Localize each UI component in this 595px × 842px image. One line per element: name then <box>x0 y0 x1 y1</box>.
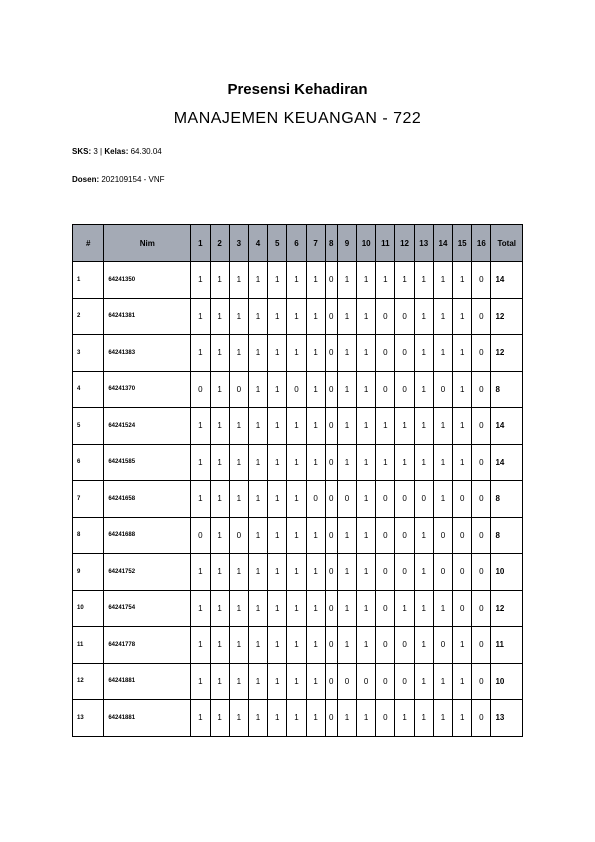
attendance-cell: 1 <box>229 481 248 518</box>
student-nim: 64241778 <box>104 627 191 664</box>
attendance-total: 8 <box>491 371 523 408</box>
attendance-cell: 1 <box>395 590 414 627</box>
attendance-cell: 1 <box>287 481 306 518</box>
attendance-cell: 1 <box>414 627 433 664</box>
attendance-cell: 1 <box>191 335 210 372</box>
page-title: Presensi Kehadiran <box>227 81 368 98</box>
attendance-cell: 1 <box>248 408 267 445</box>
attendance-cell: 1 <box>376 444 395 481</box>
column-header-no: # <box>73 225 104 262</box>
attendance-cell: 1 <box>248 663 267 700</box>
attendance-cell: 1 <box>287 298 306 335</box>
attendance-cell: 1 <box>268 408 287 445</box>
attendance-cell: 1 <box>191 444 210 481</box>
attendance-cell: 0 <box>325 444 337 481</box>
attendance-cell: 1 <box>306 663 325 700</box>
class-info <box>72 147 162 156</box>
attendance-cell: 1 <box>453 262 472 299</box>
attendance-cell: 1 <box>433 298 452 335</box>
column-header-session: 9 <box>337 225 356 262</box>
attendance-cell: 0 <box>433 371 452 408</box>
kelas-label: Kelas: <box>104 147 129 156</box>
attendance-cell: 1 <box>337 554 356 591</box>
attendance-cell: 0 <box>306 481 325 518</box>
row-number: 2 <box>73 298 104 335</box>
attendance-cell: 1 <box>248 627 267 664</box>
attendance-cell: 1 <box>287 444 306 481</box>
student-nim: 64241881 <box>104 663 191 700</box>
attendance-cell: 0 <box>229 517 248 554</box>
attendance-cell: 1 <box>191 700 210 737</box>
attendance-cell: 1 <box>191 627 210 664</box>
attendance-cell: 1 <box>337 298 356 335</box>
attendance-cell: 1 <box>395 700 414 737</box>
attendance-cell: 0 <box>453 481 472 518</box>
attendance-cell: 1 <box>268 298 287 335</box>
attendance-total: 11 <box>491 627 523 664</box>
attendance-cell: 0 <box>472 444 491 481</box>
student-nim: 64241350 <box>104 262 191 299</box>
attendance-cell: 0 <box>433 554 452 591</box>
sks-value: 3 | <box>93 147 103 156</box>
attendance-cell: 1 <box>268 481 287 518</box>
attendance-total: 12 <box>491 590 523 627</box>
attendance-cell: 1 <box>248 481 267 518</box>
attendance-cell: 0 <box>325 517 337 554</box>
attendance-cell: 1 <box>248 298 267 335</box>
attendance-cell: 0 <box>357 663 376 700</box>
attendance-cell: 1 <box>268 262 287 299</box>
attendance-cell: 0 <box>472 663 491 700</box>
table-row <box>73 517 523 554</box>
attendance-cell: 1 <box>268 335 287 372</box>
attendance-cell: 0 <box>325 663 337 700</box>
attendance-cell: 1 <box>306 371 325 408</box>
attendance-cell: 1 <box>433 700 452 737</box>
attendance-cell: 1 <box>306 627 325 664</box>
kelas-value: 64.30.04 <box>130 147 162 156</box>
attendance-cell: 1 <box>453 700 472 737</box>
attendance-cell: 1 <box>210 408 229 445</box>
column-header-session: 1 <box>191 225 210 262</box>
column-header-session: 14 <box>433 225 452 262</box>
attendance-cell: 1 <box>191 554 210 591</box>
attendance-cell: 0 <box>325 700 337 737</box>
attendance-cell: 1 <box>414 371 433 408</box>
attendance-cell: 1 <box>337 262 356 299</box>
attendance-cell: 1 <box>268 554 287 591</box>
attendance-cell: 1 <box>287 408 306 445</box>
student-nim: 64241881 <box>104 700 191 737</box>
attendance-cell: 0 <box>325 590 337 627</box>
attendance-cell: 1 <box>433 481 452 518</box>
attendance-cell: 1 <box>433 335 452 372</box>
student-nim: 64241585 <box>104 444 191 481</box>
attendance-cell: 1 <box>268 590 287 627</box>
column-header-session: 11 <box>376 225 395 262</box>
attendance-total: 12 <box>491 335 523 372</box>
attendance-cell: 1 <box>229 590 248 627</box>
attendance-cell: 1 <box>357 371 376 408</box>
attendance-cell: 1 <box>337 371 356 408</box>
column-header-session: 4 <box>248 225 267 262</box>
row-number: 13 <box>73 700 104 737</box>
attendance-cell: 1 <box>414 517 433 554</box>
attendance-cell: 1 <box>248 444 267 481</box>
column-header-session: 10 <box>357 225 376 262</box>
row-number: 10 <box>73 590 104 627</box>
attendance-cell: 1 <box>248 335 267 372</box>
attendance-cell: 0 <box>395 298 414 335</box>
table-row <box>73 554 523 591</box>
row-number: 4 <box>73 371 104 408</box>
student-nim: 64241370 <box>104 371 191 408</box>
attendance-cell: 0 <box>472 298 491 335</box>
attendance-total: 10 <box>491 663 523 700</box>
attendance-cell: 1 <box>453 663 472 700</box>
course-title: MANAJEMEN KEUANGAN - 722 <box>173 110 422 127</box>
column-header-session: 13 <box>414 225 433 262</box>
attendance-cell: 1 <box>453 408 472 445</box>
attendance-cell: 0 <box>325 627 337 664</box>
attendance-cell: 1 <box>395 444 414 481</box>
attendance-cell: 0 <box>325 262 337 299</box>
column-header-total: Total <box>491 225 523 262</box>
column-header-session: 5 <box>268 225 287 262</box>
attendance-cell: 1 <box>306 335 325 372</box>
attendance-total: 14 <box>491 408 523 445</box>
attendance-total: 14 <box>491 444 523 481</box>
attendance-cell: 0 <box>472 335 491 372</box>
attendance-cell: 1 <box>414 590 433 627</box>
attendance-cell: 1 <box>337 444 356 481</box>
attendance-cell: 0 <box>325 481 337 518</box>
attendance-cell: 1 <box>287 262 306 299</box>
attendance-cell: 1 <box>453 335 472 372</box>
attendance-cell: 1 <box>229 700 248 737</box>
attendance-cell: 0 <box>376 554 395 591</box>
attendance-cell: 1 <box>229 663 248 700</box>
attendance-cell: 1 <box>376 262 395 299</box>
attendance-cell: 1 <box>268 371 287 408</box>
student-nim: 64241688 <box>104 517 191 554</box>
attendance-cell: 0 <box>376 590 395 627</box>
attendance-cell: 0 <box>414 481 433 518</box>
attendance-cell: 0 <box>191 517 210 554</box>
table-row <box>73 481 523 518</box>
attendance-cell: 0 <box>325 371 337 408</box>
attendance-cell: 0 <box>376 371 395 408</box>
attendance-cell: 0 <box>325 335 337 372</box>
attendance-cell: 1 <box>287 517 306 554</box>
attendance-cell: 1 <box>229 335 248 372</box>
attendance-cell: 1 <box>357 627 376 664</box>
attendance-cell: 0 <box>472 371 491 408</box>
attendance-cell: 1 <box>337 700 356 737</box>
row-number: 6 <box>73 444 104 481</box>
attendance-cell: 1 <box>306 554 325 591</box>
attendance-cell: 0 <box>433 517 452 554</box>
student-nim: 64241381 <box>104 298 191 335</box>
attendance-cell: 1 <box>395 408 414 445</box>
attendance-cell: 1 <box>210 371 229 408</box>
attendance-cell: 0 <box>395 517 414 554</box>
attendance-cell: 1 <box>268 444 287 481</box>
attendance-total: 13 <box>491 700 523 737</box>
attendance-cell: 1 <box>357 444 376 481</box>
table-row <box>73 335 523 372</box>
attendance-cell: 1 <box>357 554 376 591</box>
attendance-cell: 1 <box>210 554 229 591</box>
attendance-cell: 0 <box>395 554 414 591</box>
attendance-cell: 0 <box>376 663 395 700</box>
attendance-cell: 1 <box>433 262 452 299</box>
attendance-cell: 1 <box>191 590 210 627</box>
attendance-cell: 0 <box>453 590 472 627</box>
row-number: 9 <box>73 554 104 591</box>
attendance-cell: 0 <box>325 408 337 445</box>
row-number: 3 <box>73 335 104 372</box>
attendance-cell: 1 <box>210 444 229 481</box>
attendance-cell: 1 <box>210 700 229 737</box>
attendance-cell: 1 <box>210 481 229 518</box>
attendance-cell: 0 <box>472 408 491 445</box>
attendance-cell: 0 <box>287 371 306 408</box>
attendance-cell: 1 <box>210 590 229 627</box>
attendance-cell: 1 <box>210 517 229 554</box>
sks-label: SKS: <box>72 147 92 156</box>
student-nim: 64241383 <box>104 335 191 372</box>
attendance-total: 10 <box>491 554 523 591</box>
attendance-total: 8 <box>491 481 523 518</box>
attendance-cell: 1 <box>287 663 306 700</box>
attendance-cell: 0 <box>395 371 414 408</box>
attendance-cell: 1 <box>229 554 248 591</box>
attendance-cell: 1 <box>433 590 452 627</box>
table-row <box>73 262 523 299</box>
table-body <box>73 262 523 737</box>
attendance-cell: 1 <box>191 408 210 445</box>
table-row <box>73 408 523 445</box>
attendance-cell: 1 <box>287 335 306 372</box>
attendance-cell: 0 <box>229 371 248 408</box>
attendance-cell: 1 <box>357 517 376 554</box>
attendance-cell: 1 <box>433 408 452 445</box>
attendance-cell: 1 <box>337 627 356 664</box>
attendance-cell: 1 <box>357 408 376 445</box>
column-header-session: 3 <box>229 225 248 262</box>
row-number: 7 <box>73 481 104 518</box>
attendance-cell: 1 <box>306 408 325 445</box>
attendance-cell: 1 <box>414 700 433 737</box>
attendance-cell: 0 <box>337 663 356 700</box>
student-nim: 64241754 <box>104 590 191 627</box>
row-number: 11 <box>73 627 104 664</box>
table-row <box>73 444 523 481</box>
attendance-cell: 0 <box>472 627 491 664</box>
attendance-cell: 0 <box>472 517 491 554</box>
attendance-cell: 0 <box>376 627 395 664</box>
attendance-cell: 1 <box>287 554 306 591</box>
attendance-cell: 1 <box>287 590 306 627</box>
attendance-cell: 1 <box>210 298 229 335</box>
dosen-label: Dosen: <box>72 175 100 184</box>
attendance-cell: 1 <box>433 444 452 481</box>
attendance-cell: 0 <box>472 262 491 299</box>
attendance-total: 12 <box>491 298 523 335</box>
attendance-cell: 1 <box>191 481 210 518</box>
attendance-cell: 1 <box>268 700 287 737</box>
column-header-session: 8 <box>325 225 337 262</box>
attendance-cell: 1 <box>248 517 267 554</box>
attendance-cell: 1 <box>268 627 287 664</box>
column-header-session: 2 <box>210 225 229 262</box>
attendance-cell: 0 <box>325 554 337 591</box>
table-row <box>73 298 523 335</box>
attendance-cell: 0 <box>472 554 491 591</box>
table-header <box>73 225 523 262</box>
attendance-cell: 1 <box>414 262 433 299</box>
column-header-session: 16 <box>472 225 491 262</box>
column-header-nim: Nim <box>104 225 191 262</box>
attendance-cell: 1 <box>191 663 210 700</box>
attendance-cell: 1 <box>248 262 267 299</box>
attendance-cell: 0 <box>376 517 395 554</box>
attendance-cell: 1 <box>306 700 325 737</box>
attendance-cell: 0 <box>472 481 491 518</box>
attendance-cell: 1 <box>453 298 472 335</box>
student-nim: 64241524 <box>104 408 191 445</box>
attendance-cell: 1 <box>248 554 267 591</box>
attendance-cell: 1 <box>306 517 325 554</box>
attendance-cell: 1 <box>337 517 356 554</box>
attendance-cell: 1 <box>229 262 248 299</box>
table-row <box>73 371 523 408</box>
attendance-cell: 1 <box>357 335 376 372</box>
attendance-cell: 1 <box>191 262 210 299</box>
attendance-table <box>72 224 523 737</box>
attendance-cell: 0 <box>191 371 210 408</box>
attendance-cell: 0 <box>395 663 414 700</box>
attendance-cell: 1 <box>306 590 325 627</box>
attendance-cell: 1 <box>357 481 376 518</box>
attendance-cell: 1 <box>414 444 433 481</box>
attendance-cell: 0 <box>453 517 472 554</box>
attendance-cell: 1 <box>414 408 433 445</box>
row-number: 5 <box>73 408 104 445</box>
table-row <box>73 590 523 627</box>
dosen-value: 202109154 - VNF <box>101 175 165 184</box>
attendance-cell: 1 <box>337 408 356 445</box>
column-header-session: 12 <box>395 225 414 262</box>
attendance-cell: 1 <box>414 554 433 591</box>
attendance-cell: 1 <box>357 262 376 299</box>
attendance-cell: 0 <box>376 481 395 518</box>
attendance-cell: 1 <box>287 627 306 664</box>
attendance-cell: 0 <box>376 298 395 335</box>
attendance-cell: 0 <box>453 554 472 591</box>
column-header-session: 7 <box>306 225 325 262</box>
attendance-cell: 1 <box>191 298 210 335</box>
attendance-cell: 0 <box>376 700 395 737</box>
attendance-cell: 1 <box>210 663 229 700</box>
table-row <box>73 663 523 700</box>
attendance-cell: 0 <box>395 627 414 664</box>
attendance-cell: 0 <box>337 481 356 518</box>
attendance-cell: 1 <box>306 262 325 299</box>
attendance-total: 14 <box>491 262 523 299</box>
attendance-cell: 0 <box>395 335 414 372</box>
attendance-cell: 1 <box>248 700 267 737</box>
attendance-cell: 1 <box>414 335 433 372</box>
attendance-cell: 1 <box>453 627 472 664</box>
attendance-cell: 1 <box>306 444 325 481</box>
attendance-cell: 0 <box>395 481 414 518</box>
attendance-cell: 1 <box>268 663 287 700</box>
attendance-cell: 0 <box>472 590 491 627</box>
attendance-cell: 1 <box>229 444 248 481</box>
attendance-cell: 0 <box>472 700 491 737</box>
attendance-total: 8 <box>491 517 523 554</box>
table-row <box>73 700 523 737</box>
attendance-cell: 1 <box>229 408 248 445</box>
column-header-session: 15 <box>453 225 472 262</box>
attendance-cell: 1 <box>414 663 433 700</box>
column-header-session: 6 <box>287 225 306 262</box>
attendance-cell: 1 <box>357 700 376 737</box>
attendance-cell: 1 <box>337 335 356 372</box>
attendance-cell: 1 <box>357 590 376 627</box>
attendance-cell: 1 <box>248 590 267 627</box>
attendance-cell: 1 <box>229 298 248 335</box>
attendance-cell: 1 <box>414 298 433 335</box>
attendance-cell: 1 <box>210 627 229 664</box>
row-number: 12 <box>73 663 104 700</box>
lecturer-info <box>72 175 165 184</box>
attendance-cell: 0 <box>376 335 395 372</box>
student-nim: 64241752 <box>104 554 191 591</box>
attendance-cell: 1 <box>287 700 306 737</box>
attendance-cell: 1 <box>453 371 472 408</box>
row-number: 8 <box>73 517 104 554</box>
attendance-cell: 1 <box>453 444 472 481</box>
attendance-cell: 0 <box>433 627 452 664</box>
attendance-cell: 0 <box>325 298 337 335</box>
attendance-cell: 1 <box>433 663 452 700</box>
attendance-cell: 1 <box>248 371 267 408</box>
attendance-cell: 1 <box>210 335 229 372</box>
attendance-cell: 1 <box>337 590 356 627</box>
attendance-cell: 1 <box>210 262 229 299</box>
attendance-cell: 1 <box>268 517 287 554</box>
student-nim: 64241658 <box>104 481 191 518</box>
row-number: 1 <box>73 262 104 299</box>
attendance-cell: 1 <box>306 298 325 335</box>
attendance-cell: 1 <box>395 262 414 299</box>
attendance-cell: 1 <box>376 408 395 445</box>
attendance-cell: 1 <box>357 298 376 335</box>
table-row <box>73 627 523 664</box>
attendance-cell: 1 <box>229 627 248 664</box>
